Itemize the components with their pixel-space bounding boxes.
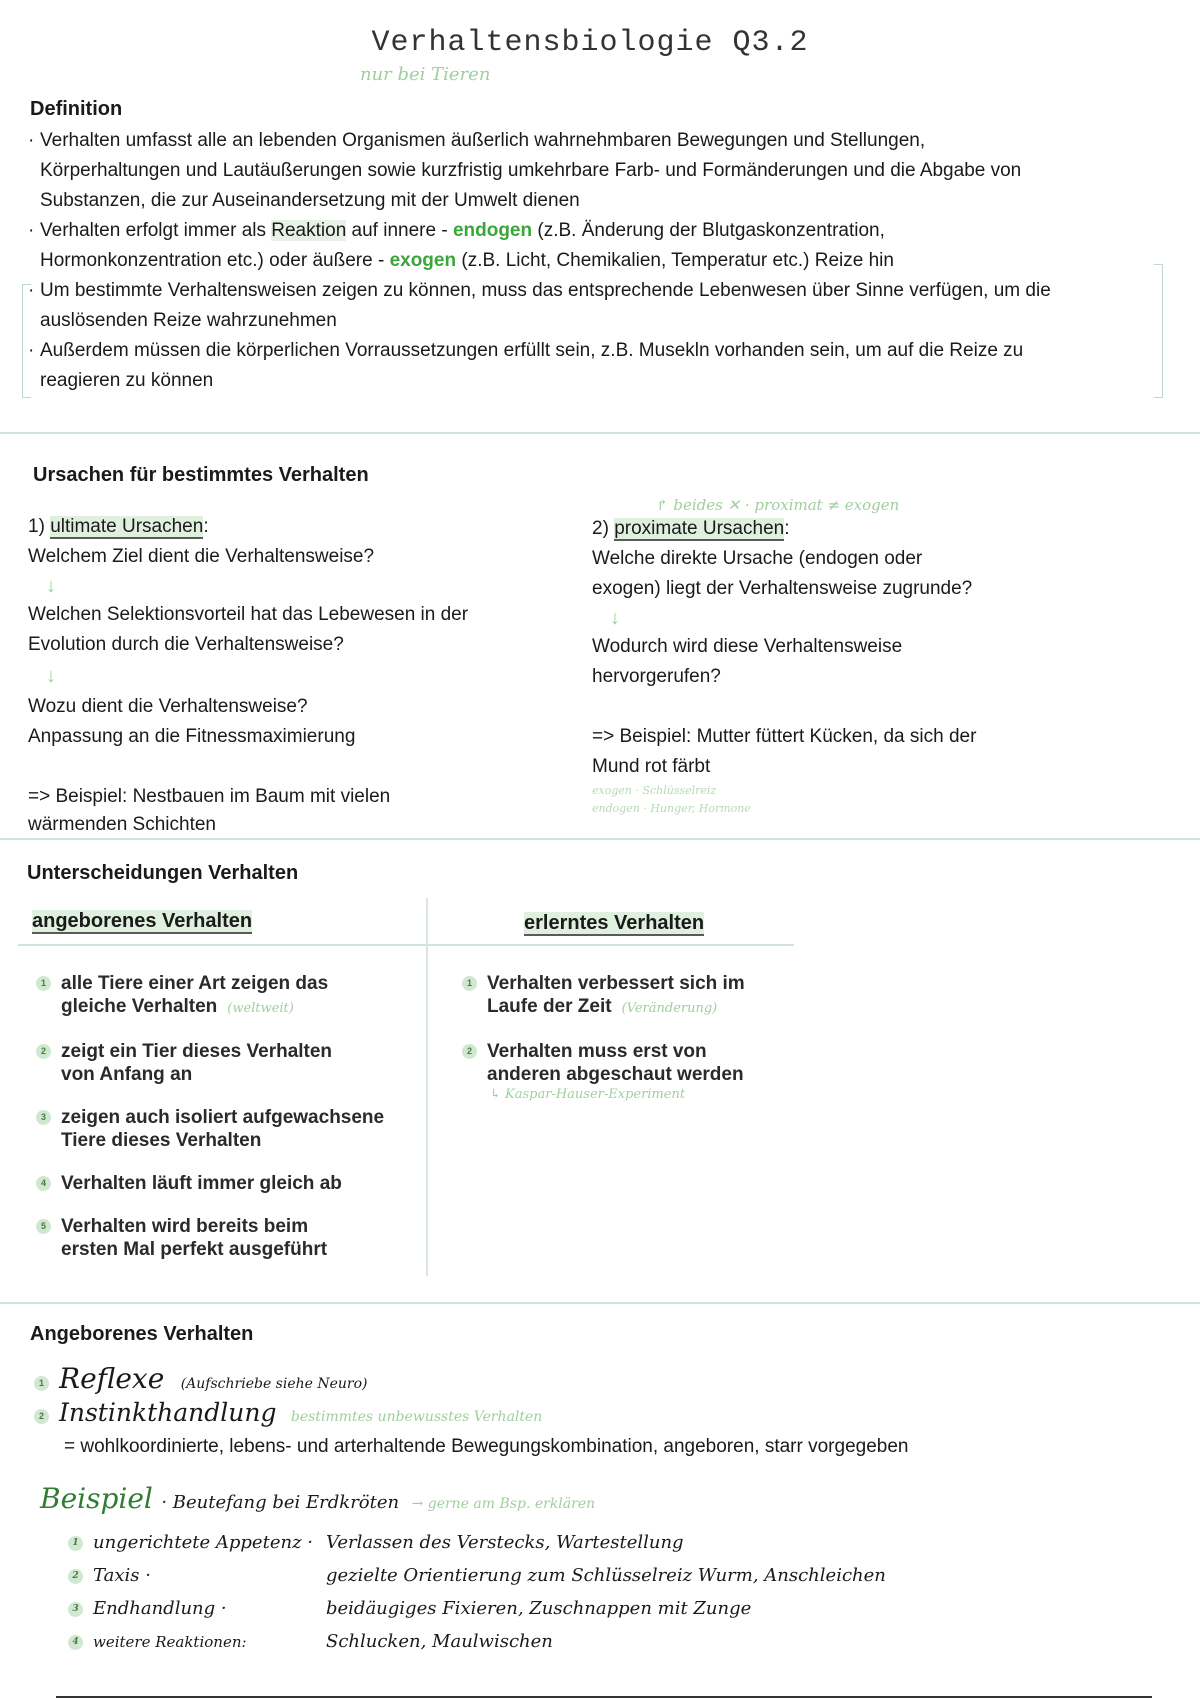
number-badge-icon: 2 bbox=[36, 1044, 51, 1059]
instinct-steps bbox=[68, 1532, 1068, 1664]
right-item-note: ↳ Kaspar-Hauser-Experiment bbox=[490, 1087, 686, 1102]
definition-bullet-2-text-2: (z.B. Änderung der Blutgaskonzentration, bbox=[532, 220, 885, 241]
definition-body: · Verhalten umfasst alle an lebenden Organismen äußerlich wahrnehmbaren Bewegungen und Stellungen, Körperhaltungen und Lautäußerungen sowie kurzfristig umkehrbare Farb- und Formänderungen und die Abgabe von Substanzen, die zur Auseinandersetzung mit der Umwelt dienen · Verhalten erfolgt immer als Reaktion auf innere - endogen (z.B. Änderung der Blutgaskonzentration, Hormonkonzentration etc.) oder äußere - exogen (z.B. Licht, Chemikalien, Temperatur etc.) Reize hin · Um bestimmte Verhaltensweisen zeigen zu können, muss das entsprechende Lebenwesen über Sinne verfügen, um die auslösenden Reize wahrzunehmen · Außerdem müssen die körperlichen Vorraussetzungen erfüllt sein, z.B. Musekln vorhanden sein, um auf die Reize zu reagieren zu können bbox=[28, 126, 1178, 396]
proximate-example: => Beispiel: Mutter füttert Kücken, da sich der bbox=[592, 726, 977, 747]
left-item-text: zeigen auch isoliert aufgewachsene bbox=[61, 1107, 385, 1128]
left-item bbox=[36, 1040, 416, 1086]
proximate-annotation: ↱ beides ✕ · proximat ≠ exogen bbox=[656, 496, 900, 514]
instinct-step bbox=[68, 1565, 1068, 1598]
right-item-text: Verhalten muss erst von bbox=[487, 1041, 707, 1062]
reflexe-label: Reflexe bbox=[59, 1362, 165, 1395]
bracket-right bbox=[1154, 264, 1163, 398]
left-item-text-line-2: ersten Mal perfekt ausgeführt bbox=[61, 1239, 328, 1260]
reaktion-highlight: Reaktion bbox=[271, 220, 347, 241]
learned-list bbox=[462, 972, 792, 1124]
distinctions-heading: Unterscheidungen Verhalten bbox=[27, 862, 299, 884]
instinct-step-phase: Endhandlung · bbox=[93, 1598, 227, 1619]
definition-bullet-2: Verhalten erfolgt immer als bbox=[40, 220, 272, 241]
definition-bullet-1-line-3: Substanzen, die zur Auseinandersetzung mit der Umwelt dienen bbox=[40, 190, 580, 211]
number-badge-icon: 1 bbox=[68, 1536, 83, 1551]
number-badge-icon: 1 bbox=[34, 1376, 49, 1391]
example-note: → gerne am Bsp. erklären bbox=[411, 1496, 596, 1512]
right-item-note: (Veränderung) bbox=[621, 1001, 718, 1016]
number-badge-icon: 2 bbox=[462, 1044, 477, 1059]
left-item-text: Verhalten läuft immer gleich ab bbox=[61, 1173, 342, 1194]
ultimate-label: ultimate Ursachen bbox=[50, 516, 204, 537]
instinkt-definition: = wohlkoordinierte, lebens- und arterhaltende Bewegungskombination, angeboren, starr vorgegeben bbox=[64, 1436, 909, 1457]
proximate-number: 2) bbox=[592, 518, 615, 539]
proximate-q1: Welche direkte Ursache (endogen oder bbox=[592, 548, 923, 569]
arrow-down-icon: ↓ bbox=[46, 575, 56, 597]
divider-2 bbox=[0, 838, 1200, 840]
right-item bbox=[462, 1040, 792, 1104]
right-item-text-line-2: anderen abgeschaut werden bbox=[487, 1064, 744, 1085]
proximate-note-exogen: exogen · Schlüsselreiz bbox=[592, 784, 717, 797]
number-badge-icon: 1 bbox=[36, 976, 51, 991]
ultimate-colon: : bbox=[203, 516, 209, 537]
page-title: Verhaltensbiologie Q3.2 bbox=[371, 26, 809, 60]
left-item-text: zeigt ein Tier dieses Verhalten bbox=[61, 1041, 333, 1062]
left-item bbox=[36, 1215, 416, 1261]
definition-bullet-1: Verhalten umfasst alle an lebenden Organismen äußerlich wahrnehmbaren Bewegungen und Stellungen, bbox=[40, 130, 926, 151]
number-badge-icon: 4 bbox=[36, 1176, 51, 1191]
innate-item-reflexe bbox=[34, 1362, 368, 1395]
proximate-q2: Wodurch wird diese Verhaltensweise bbox=[592, 636, 903, 657]
left-item bbox=[36, 1106, 416, 1152]
arrow-down-icon: ↓ bbox=[46, 665, 56, 687]
example-text: · Beutefang bei Erdkröten bbox=[161, 1492, 400, 1513]
instinct-step-phase: weitere Reaktionen: bbox=[93, 1633, 247, 1651]
learned-column-label: erlerntes Verhalten bbox=[524, 912, 705, 934]
instinct-step-description: beidäugiges Fixieren, Zuschnappen mit Zunge bbox=[326, 1598, 752, 1619]
definition-bullet-4-line-2: reagieren zu können bbox=[40, 370, 214, 391]
ultimate-q2-line-2: Evolution durch die Verhaltensweise? bbox=[28, 634, 344, 655]
exogen-term: exogen bbox=[389, 250, 457, 271]
instinct-step-description: gezielte Orientierung zum Schlüsselreiz Wurm, Anschleichen bbox=[326, 1565, 886, 1586]
ultimate-q4: Anpassung an die Fitnessmaximierung bbox=[28, 726, 356, 747]
left-item-text-line-2: Tiere dieses Verhalten bbox=[61, 1130, 262, 1151]
number-badge-icon: 2 bbox=[34, 1409, 49, 1424]
instinkt-label: Instinkthandlung bbox=[59, 1398, 277, 1427]
definition-bullet-2-line-2: Hormonkonzentration etc.) oder äußere - bbox=[40, 250, 390, 271]
left-item-text: alle Tiere einer Art zeigen das bbox=[61, 973, 329, 994]
learned-column-header bbox=[524, 912, 704, 935]
divider-1 bbox=[0, 432, 1200, 434]
left-item-note: (weltweit) bbox=[227, 1001, 294, 1016]
number-badge-icon: 3 bbox=[36, 1110, 51, 1125]
example-line bbox=[40, 1482, 595, 1515]
number-badge-icon: 2 bbox=[68, 1569, 83, 1584]
left-item-text: Verhalten wird bereits beim bbox=[61, 1216, 309, 1237]
proximate-q1-line-2: exogen) liegt der Verhaltensweise zugrunde? bbox=[592, 578, 973, 599]
example-label: Beispiel bbox=[40, 1482, 153, 1515]
causes-heading: Ursachen für bestimmtes Verhalten bbox=[33, 464, 369, 486]
right-item-text-line-2: Laufe der Zeit bbox=[487, 996, 612, 1017]
number-badge-icon: 5 bbox=[36, 1219, 51, 1234]
definition-bullet-2-line-2-end: (z.B. Licht, Chemikalien, Temperatur etc.) Reize hin bbox=[456, 250, 894, 271]
table-column-divider bbox=[426, 898, 428, 1276]
innate-item-instinkt bbox=[34, 1398, 542, 1427]
right-item-text: Verhalten verbessert sich im bbox=[487, 973, 745, 994]
instinct-step bbox=[68, 1532, 1068, 1565]
proximate-colon: : bbox=[784, 518, 790, 539]
left-item-text-line-2: von Anfang an bbox=[61, 1064, 193, 1085]
instinct-step-phase: Taxis · bbox=[93, 1565, 151, 1586]
ultimate-q1: Welchem Ziel dient die Verhaltensweise? bbox=[28, 546, 375, 567]
left-item bbox=[36, 1172, 416, 1195]
proximate-note-endogen: endogen · Hunger, Hormone bbox=[592, 802, 751, 815]
innate-column-label: angeborenes Verhalten bbox=[32, 910, 253, 932]
innate-list bbox=[36, 972, 416, 1281]
proximate-label: proximate Ursachen bbox=[614, 518, 785, 539]
right-item bbox=[462, 972, 792, 1020]
ultimate-example-line-2: wärmenden Schichten bbox=[28, 814, 216, 835]
ultimate-example: => Beispiel: Nestbauen im Baum mit vielen bbox=[28, 786, 391, 807]
definition-bullet-1-line-2: Körperhaltungen und Lautäußerungen sowie kurzfristig umkehrbare Farb- und Formänderungen und die Abgabe von bbox=[40, 160, 1022, 181]
ultimate-causes-column bbox=[28, 512, 568, 838]
proximate-example-line-2: Mund rot färbt bbox=[592, 756, 711, 777]
definition-bullet-2-text: auf innere - bbox=[346, 220, 453, 241]
bottom-line bbox=[56, 1696, 1152, 1698]
proximate-causes-column bbox=[592, 514, 1172, 818]
definition-heading: Definition bbox=[30, 98, 123, 120]
endogen-term: endogen bbox=[452, 220, 533, 241]
instinct-step bbox=[68, 1631, 1068, 1664]
number-badge-icon: 1 bbox=[462, 976, 477, 991]
definition-bullet-3-line-2: auslösenden Reize wahrzunehmen bbox=[40, 310, 337, 331]
instinct-step-phase: ungerichtete Appetenz · bbox=[93, 1532, 313, 1553]
ultimate-q3: Wozu dient die Verhaltensweise? bbox=[28, 696, 308, 717]
number-badge-icon: 4 bbox=[68, 1635, 83, 1650]
instinkt-note: bestimmtes unbewusstes Verhalten bbox=[290, 1409, 543, 1425]
ultimate-q2: Welchen Selektionsvorteil hat das Lebewesen in der bbox=[28, 604, 469, 625]
table-header-line bbox=[18, 944, 794, 946]
arrow-down-icon: ↓ bbox=[610, 607, 620, 629]
reflexe-note: (Aufschriebe siehe Neuro) bbox=[180, 1376, 368, 1392]
innate-column-header bbox=[32, 910, 252, 933]
instinct-step-description: Schlucken, Maulwischen bbox=[326, 1631, 553, 1652]
ultimate-number: 1) bbox=[28, 516, 51, 537]
page-subtitle: nur bei Tieren bbox=[360, 64, 491, 85]
left-item bbox=[36, 972, 416, 1020]
instinct-step-description: Verlassen des Verstecks, Wartestellung bbox=[326, 1532, 684, 1553]
proximate-q2-line-2: hervorgerufen? bbox=[592, 666, 721, 687]
bracket-left bbox=[22, 284, 31, 398]
left-item-text-line-2: gleiche Verhalten bbox=[61, 996, 218, 1017]
definition-bullet-3: Um bestimmte Verhaltensweisen zeigen zu können, muss das entsprechende Lebenwesen über Sinne verfügen, um die bbox=[40, 280, 1051, 301]
definition-bullet-4: Außerdem müssen die körperlichen Vorraussetzungen erfüllt sein, z.B. Musekln vorhanden sein, um auf die Reize zu bbox=[40, 340, 1024, 361]
instinct-step bbox=[68, 1598, 1068, 1631]
divider-3 bbox=[0, 1302, 1200, 1304]
number-badge-icon: 3 bbox=[68, 1602, 83, 1617]
innate-heading: Angeborenes Verhalten bbox=[30, 1323, 254, 1345]
